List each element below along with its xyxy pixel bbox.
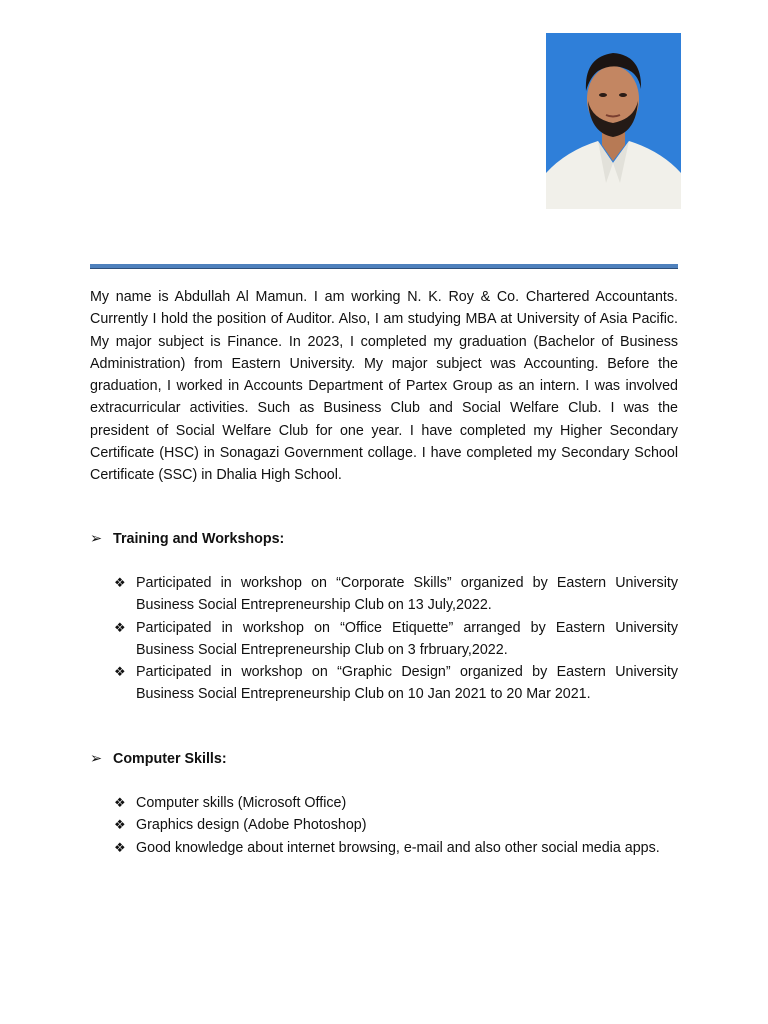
diamond-bullet-icon: ❖	[114, 619, 126, 635]
training-heading-text: Training and Workshops:	[113, 531, 285, 547]
computer-item-text: Graphics design (Adobe Photoshop)	[136, 817, 367, 834]
list-item	[112, 814, 678, 836]
computer-skills-list	[112, 792, 678, 859]
training-item-text: Participated in workshop on “Office Etiquette” arranged by Eastern University Business Social Entrepreneurship Club on 3 frbruary,2022.	[136, 619, 678, 658]
header-divider	[90, 264, 678, 269]
profile-photo	[546, 33, 681, 209]
diamond-bullet-icon: ❖	[114, 664, 126, 680]
diamond-bullet-icon: ❖	[114, 817, 126, 833]
training-item-text: Participated in workshop on “Graphic Design” organized by Eastern University Business Social Entrepreneurship Club on 10 Jan 2021 to 20 Mar 2021.	[136, 664, 678, 703]
intro-paragraph: My name is Abdullah Al Mamun. I am working N. K. Roy & Co. Chartered Accountants. Currently I hold the position of Auditor. Also, I am studying MBA at University of Asia Pacific. My major subject is Finance. In 2023, I completed my graduation (Bachelor of Business Administration) from Eastern University. My major subject was Accounting. Before the graduation, I worked in Accounts Department of Partex Group as an intern. I was involved extracurricular activities. Such as Business Club and Social Welfare Club. I was the president of Social Welfare Club for one year. I have completed my Higher Secondary Certificate (HSC) in Sonagazi Government collage. I have completed my Secondary School Certificate (SSC) in Dhalia High School.	[90, 289, 678, 484]
diamond-bullet-icon: ❖	[114, 575, 126, 590]
diamond-bullet-icon: ❖	[114, 795, 126, 810]
list-item	[112, 617, 678, 662]
arrow-bullet-icon: ➢	[90, 531, 102, 547]
training-list	[112, 572, 678, 706]
computer-item-text: Good knowledge about internet browsing, e-mail and also other social media apps.	[136, 839, 660, 856]
training-heading	[90, 528, 678, 550]
list-item	[112, 837, 678, 859]
computer-heading	[90, 748, 678, 770]
list-item	[112, 572, 678, 617]
arrow-bullet-icon: ➢	[90, 751, 102, 767]
diamond-bullet-icon: ❖	[114, 839, 126, 855]
training-item-text: Participated in workshop on “Corporate Skills” organized by Eastern University Business Social Entrepreneurship Club on 13 July,2022.	[136, 575, 678, 614]
list-item	[112, 661, 678, 706]
computer-heading-text: Computer Skills:	[113, 751, 227, 767]
list-item	[112, 792, 678, 814]
computer-item-text: Computer skills (Microsoft Office)	[136, 795, 347, 811]
